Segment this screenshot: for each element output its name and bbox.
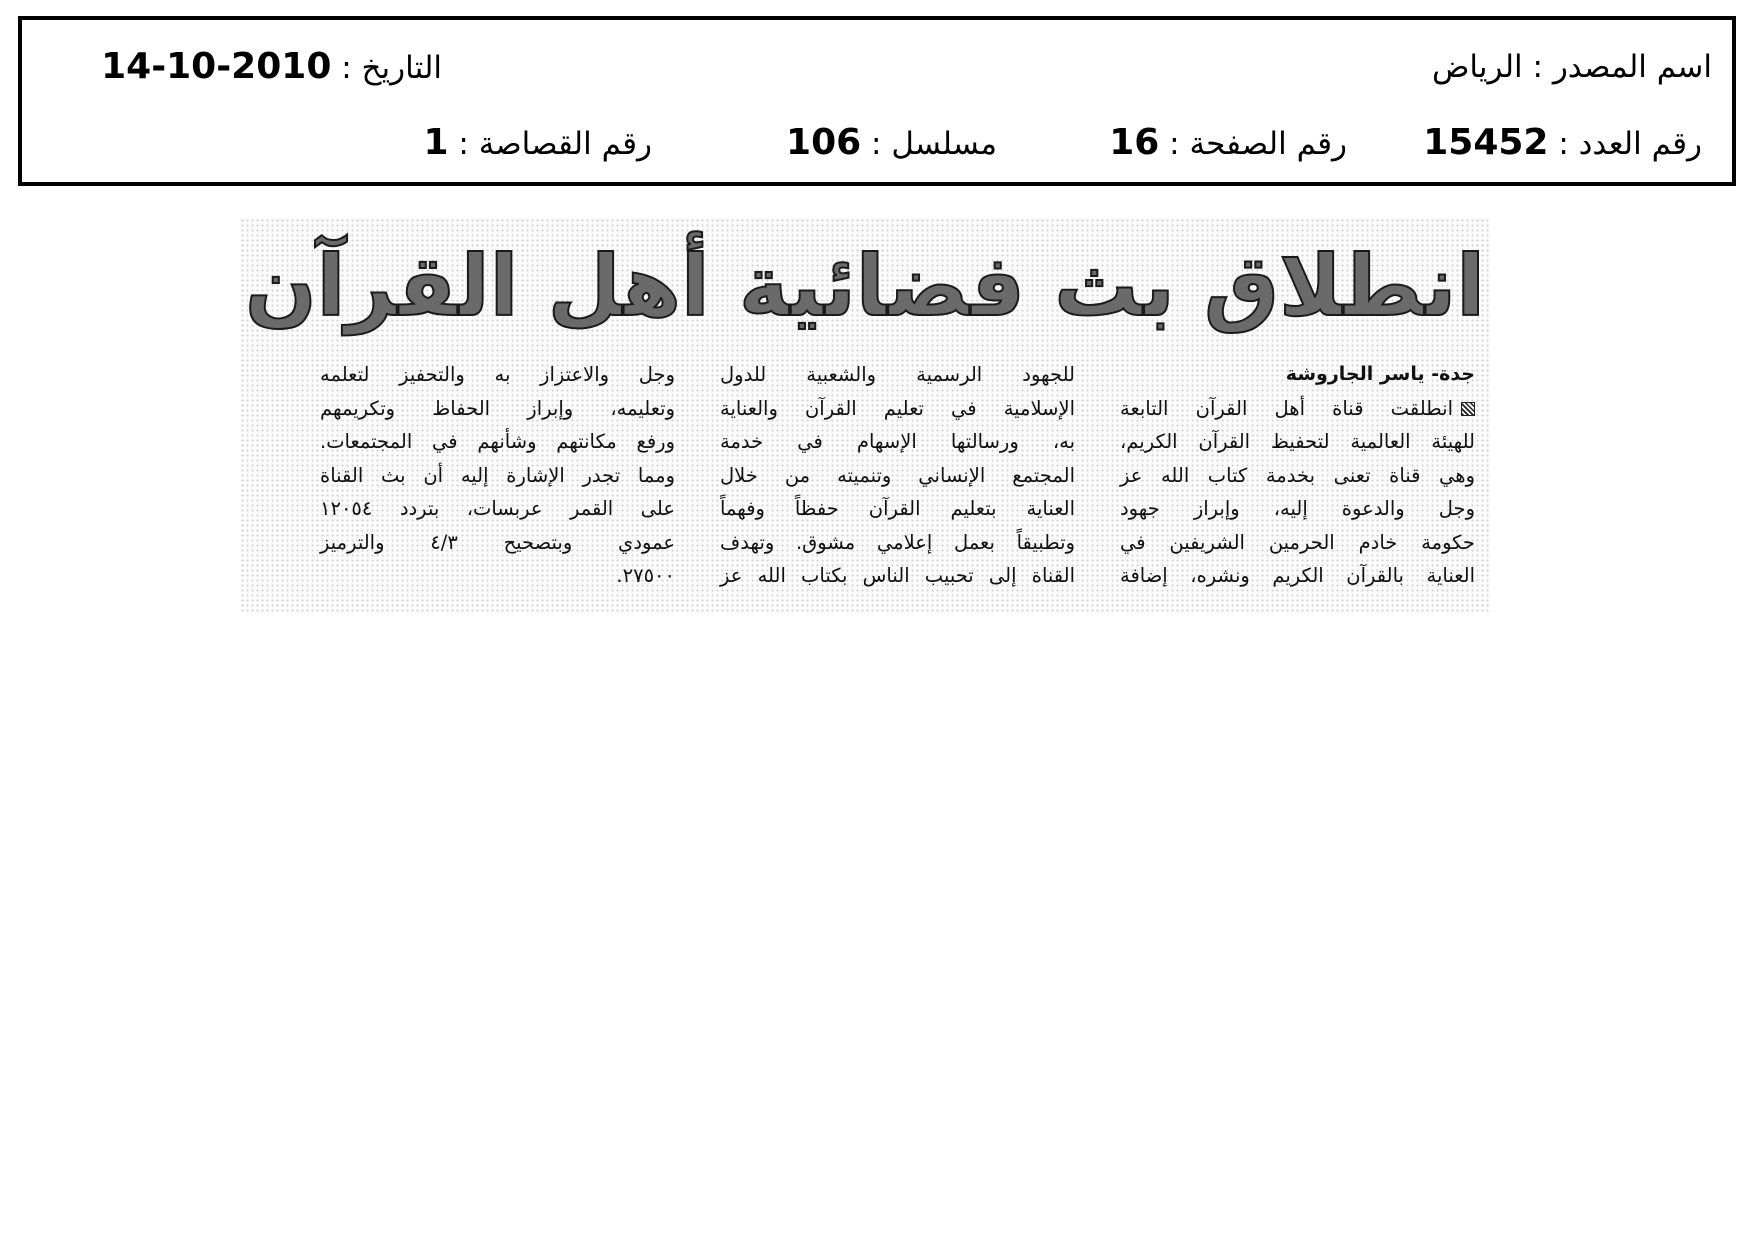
issue-value: 15452 — [1423, 122, 1549, 163]
clip-field — [423, 118, 652, 169]
column-line: انطلقت قناة أهل القرآن التابعة — [1120, 392, 1475, 426]
date-value: 14-10-2010 — [101, 46, 332, 87]
column-line: وجل والدعوة إليه، وإبراز جهود — [1120, 497, 1475, 520]
source-label: اسم المصدر : — [1532, 49, 1712, 85]
column-line: وهي قناة تعنى بخدمة كتاب الله عز — [1120, 463, 1475, 487]
column-line: وجل والاعتزاز به والتحفيز لتعلمه — [320, 363, 675, 386]
metadata-row-1 — [22, 42, 1732, 92]
article-column-3 — [320, 358, 675, 593]
column-line: المجتمع الإنساني وتنميته من خلال — [720, 463, 1075, 487]
article-column-1 — [1120, 358, 1475, 593]
issue-label: رقم العدد : — [1558, 126, 1702, 162]
article-column-2 — [720, 358, 1075, 593]
article-byline: جدة- ياسر الجاروشة — [1285, 363, 1475, 385]
column-line: به، ورسالتها الإسهام في خدمة — [720, 430, 1075, 453]
column-line: العناية بالقرآن الكريم ونشره، إضافة — [1120, 564, 1475, 587]
column-line: حكومة خادم الحرمين الشريفين في — [1120, 530, 1475, 554]
page-label: رقم الصفحة : — [1169, 126, 1347, 162]
column-line: للجهود الرسمية والشعبية للدول — [720, 363, 1075, 386]
metadata-row-2 — [22, 118, 1732, 168]
column-line: وتطبيقاً بعمل إعلامي مشوق. وتهدف — [720, 530, 1075, 554]
page-value: 16 — [1109, 122, 1160, 163]
column-line: للهيئة العالمية لتحفيظ القرآن الكريم، — [1120, 430, 1475, 453]
clip-value: 1 — [423, 122, 449, 163]
square-bullet-icon — [1461, 402, 1475, 416]
issue-field — [1423, 118, 1702, 169]
date-label: التاريخ : — [341, 50, 442, 86]
column-line: على القمر عربسات، بتردد ١٢٠٥٤ — [320, 497, 675, 520]
column-line: القناة إلى تحبيب الناس بكتاب الله عز — [720, 564, 1075, 587]
newspaper-clipping — [240, 218, 1490, 613]
serial-field — [786, 118, 997, 169]
column-line: الإسلامية في تعليم القرآن والعناية — [720, 396, 1075, 420]
source-field — [1432, 42, 1712, 92]
column-line: العناية بتعليم القرآن حفظاً وفهماً — [720, 497, 1075, 520]
date-field — [101, 42, 442, 93]
column-line: وتعليمه، وإبراز الحفاظ وتكريمهم — [320, 396, 675, 420]
serial-label: مسلسل : — [871, 126, 997, 162]
column-line: ٢٧٥٠٠. — [616, 564, 675, 587]
article-headline: انطلاق بث فضائية أهل القرآن — [244, 237, 1486, 335]
serial-value: 106 — [786, 122, 862, 163]
page-field — [1109, 118, 1347, 169]
column-line: ومما تجدر الإشارة إليه أن بث القناة — [320, 463, 675, 487]
column-line: ورفع مكانتهم وشأنهم في المجتمعات. — [320, 430, 675, 453]
column-line: عمودي وبتصحيح ٤/٣ والترميز — [320, 530, 675, 554]
clip-label: رقم القصاصة : — [458, 126, 652, 162]
source-value: الرياض — [1431, 49, 1523, 85]
metadata-box — [18, 16, 1736, 186]
